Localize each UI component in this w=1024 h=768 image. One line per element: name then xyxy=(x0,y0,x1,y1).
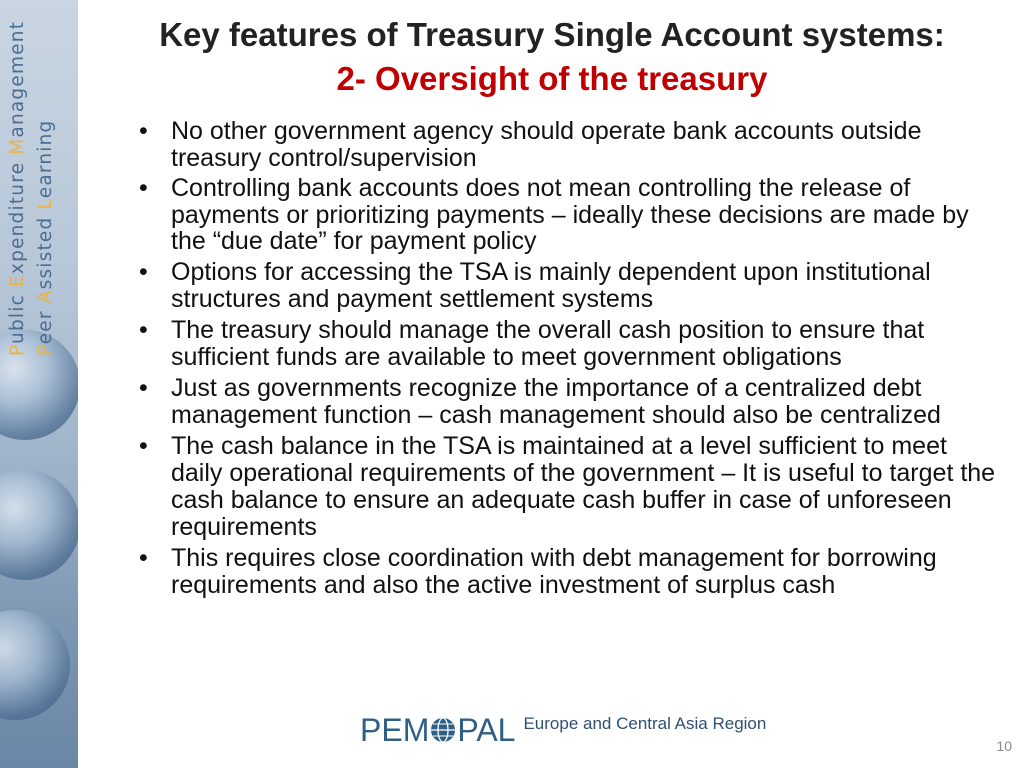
slide-subtitle: 2- Oversight of the treasury xyxy=(336,60,768,97)
sidebar-vertical-text xyxy=(4,0,74,356)
sidebar-banner xyxy=(0,0,78,768)
sidebar-line-2: Peer Assisted Learning xyxy=(35,119,56,356)
bullet-icon: • xyxy=(139,117,148,145)
globe-decoration xyxy=(0,470,78,580)
bullet-list xyxy=(137,118,997,603)
bullet-icon: • xyxy=(139,543,148,572)
globe-decoration xyxy=(0,610,70,720)
bullet-item: • No other government agency should operate bank accounts outside treasury control/supervision xyxy=(139,117,922,172)
bullet-item: • The treasury should manage the overall cash position to ensure that sufficient funds are available to meet government obligations xyxy=(139,315,925,371)
bullet-icon: • xyxy=(139,315,148,344)
logo-text-left: PEM xyxy=(360,711,430,748)
bullet-item: • This requires close coordination with debt management for borrowing requirements and also the active investment of surplus cash xyxy=(139,543,937,599)
bullet-icon: • xyxy=(139,431,148,460)
sidebar-line-1: Public Expenditure Management xyxy=(7,20,28,356)
pempal-logo xyxy=(360,712,766,748)
bullet-item: • Controlling bank accounts does not mean controlling the release of payments or prioritizing payments – ideally these decisions are made by the “due date” for payment policy xyxy=(139,174,969,255)
bullet-icon: • xyxy=(139,373,148,402)
page-number: 10 xyxy=(996,738,1012,754)
bullet-icon: • xyxy=(139,257,148,286)
logo-text-right: PAL xyxy=(457,711,516,748)
bullet-item: • Options for accessing the TSA is mainly dependent upon institutional structures and payment settlement systems xyxy=(139,257,931,313)
region-label: Europe and Central Asia Region xyxy=(523,714,767,733)
globe-icon xyxy=(430,717,456,743)
bullet-item: • The cash balance in the TSA is maintained at a level sufficient to meet daily operational requirements of the government – It is useful to target the cash balance to ensure an adequate cash buffer in case of unforeseen requirements xyxy=(139,431,996,541)
bullet-item: • Just as governments recognize the importance of a centralized debt management function – cash management should also be centralized xyxy=(139,373,941,429)
slide-title: Key features of Treasury Single Account systems: xyxy=(159,16,945,53)
bullet-icon: • xyxy=(139,174,148,202)
